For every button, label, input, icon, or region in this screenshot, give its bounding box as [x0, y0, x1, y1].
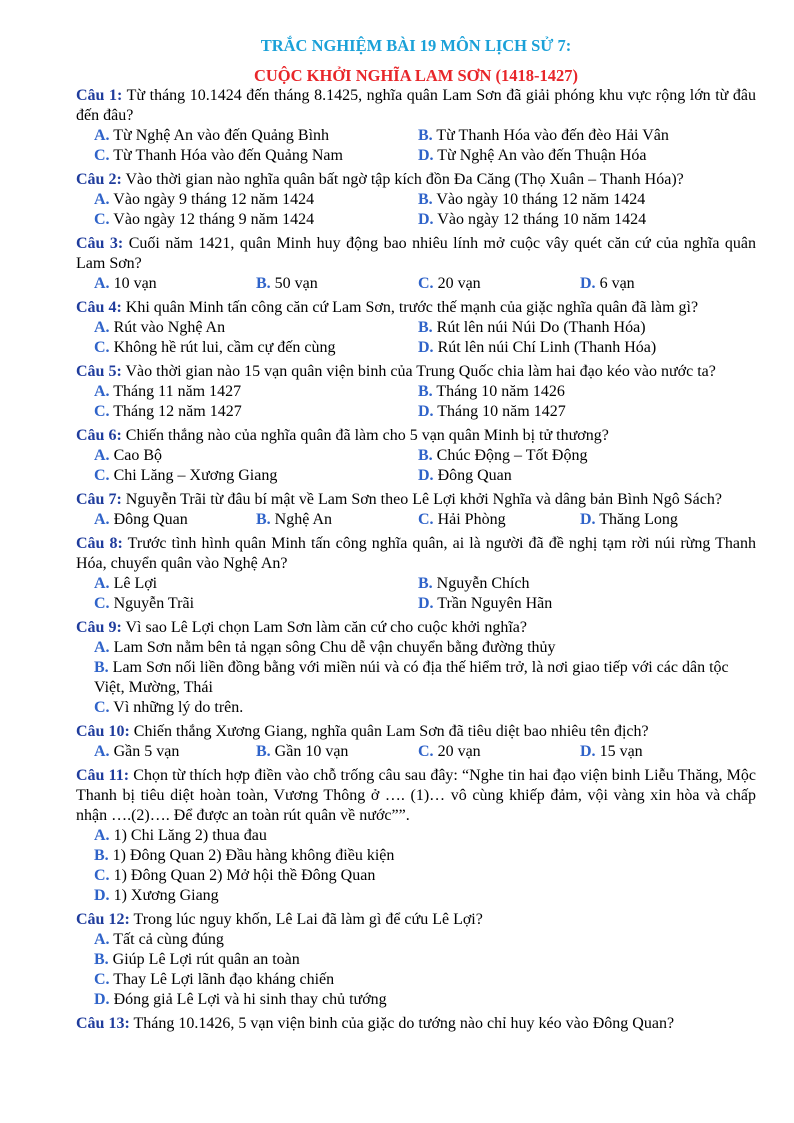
- answer-option: [94, 826, 756, 846]
- question-text: Chiến thắng Xương Giang, nghĩa quân Lam Sơn đã tiêu diệt bao nhiêu tên địch?: [133, 723, 649, 740]
- option-letter: D.: [418, 467, 434, 484]
- question-label: Câu 2:: [76, 171, 122, 188]
- option-text: Lam Sơn nối liền đồng bằng với miền núi và có địa thế hiểm trở, là nơi giao tiếp với các dân tộc Việt, Mường, Thái: [94, 659, 729, 696]
- answer-option: [94, 318, 418, 338]
- answer-option: [94, 574, 418, 594]
- answer-option: [94, 990, 756, 1010]
- option-text: Đóng giả Lê Lợi và hi sinh thay chủ tướng: [113, 991, 387, 1008]
- option-text: Vì những lý do trên.: [113, 699, 244, 716]
- option-text: 1) Đông Quan 2) Đầu hàng không điều kiện: [112, 847, 395, 864]
- option-letter: B.: [256, 275, 271, 292]
- question-label: Câu 3:: [76, 235, 124, 252]
- answer-option: [94, 638, 756, 658]
- option-letter: A.: [94, 275, 110, 292]
- answer-option: [418, 318, 742, 338]
- option-letter: A.: [94, 743, 110, 760]
- option-text: Chúc Động – Tốt Động: [436, 447, 588, 464]
- option-letter: C.: [94, 147, 110, 164]
- option-text: Đông Quan: [113, 511, 188, 528]
- question-9: [76, 618, 756, 722]
- answer-option: [580, 742, 742, 762]
- question-stem: [76, 534, 756, 574]
- answer-option: [94, 658, 756, 698]
- answer-options: [76, 826, 756, 906]
- question-6: [76, 426, 756, 490]
- option-letter: B.: [94, 847, 109, 864]
- question-text: Trước tình hình quân Minh tấn công nghĩa quân, ai là người đã đề nghị tạm rời núi rừng Thanh Hóa, chuyển quân vào Nghệ An?: [76, 535, 756, 572]
- option-text: Tất cả cùng đúng: [113, 931, 224, 948]
- answer-option: [418, 742, 580, 762]
- question-label: Câu 11:: [76, 767, 130, 784]
- question-3: [76, 234, 756, 298]
- option-text: Nghệ An: [274, 511, 332, 528]
- answer-option: [418, 446, 742, 466]
- option-letter: D.: [418, 339, 434, 356]
- option-letter: D.: [580, 511, 596, 528]
- option-text: Gần 10 vạn: [274, 743, 349, 760]
- option-text: Thăng Long: [599, 511, 678, 528]
- question-text: Vào thời gian nào nghĩa quân bất ngờ tập kích đồn Đa Căng (Thọ Xuân – Thanh Hóa)?: [125, 171, 684, 188]
- answer-option: [418, 126, 742, 146]
- question-11: [76, 766, 756, 910]
- option-letter: A.: [94, 447, 110, 464]
- option-letter: A.: [94, 319, 110, 336]
- option-letter: C.: [418, 275, 434, 292]
- option-text: Nguyễn Trãi: [113, 595, 195, 612]
- answer-option: [256, 510, 418, 530]
- question-stem: [76, 722, 756, 742]
- answer-option: [418, 510, 580, 530]
- option-letter: B.: [418, 383, 433, 400]
- option-text: Tháng 10 năm 1427: [437, 403, 566, 420]
- option-text: Vào ngày 12 tháng 10 năm 1424: [437, 211, 647, 228]
- option-letter: D.: [418, 403, 434, 420]
- option-text: Vào ngày 12 tháng 9 năm 1424: [113, 211, 315, 228]
- answer-option: [94, 210, 418, 230]
- question-1: [76, 86, 756, 170]
- option-letter: B.: [256, 511, 271, 528]
- question-stem: [76, 234, 756, 274]
- option-text: 6 vạn: [599, 275, 635, 292]
- question-label: Câu 4:: [76, 299, 122, 316]
- answer-option: [94, 126, 418, 146]
- answer-option: [256, 274, 418, 294]
- question-text: Chiến thắng nào của nghĩa quân đã làm cho 5 vạn quân Minh bị tử thương?: [125, 427, 609, 444]
- answer-option: [418, 594, 742, 614]
- option-letter: D.: [94, 991, 110, 1008]
- answer-option: [94, 466, 418, 486]
- option-letter: D.: [418, 147, 434, 164]
- option-text: Vào ngày 9 tháng 12 năm 1424: [113, 191, 315, 208]
- option-letter: C.: [94, 403, 110, 420]
- question-stem: [76, 490, 756, 510]
- answer-option: [418, 274, 580, 294]
- option-text: 20 vạn: [437, 275, 481, 292]
- question-text: Khi quân Minh tấn công căn cứ Lam Sơn, trước thế mạnh của giặc nghĩa quân đã làm gì?: [125, 299, 699, 316]
- option-letter: C.: [94, 867, 110, 884]
- option-text: Từ Thanh Hóa vào đến đèo Hải Vân: [436, 127, 669, 144]
- option-letter: D.: [580, 743, 596, 760]
- answer-option: [94, 146, 418, 166]
- document-page: [76, 36, 756, 1038]
- question-stem: [76, 170, 756, 190]
- option-letter: B.: [418, 191, 433, 208]
- answer-option: [94, 274, 256, 294]
- answer-options: [76, 638, 756, 718]
- question-label: Câu 13:: [76, 1015, 130, 1032]
- question-stem: [76, 362, 756, 382]
- option-text: Rút lên núi Chí Linh (Thanh Hóa): [437, 339, 657, 356]
- question-12: [76, 910, 756, 1014]
- option-letter: B.: [418, 319, 433, 336]
- answer-option: [94, 510, 256, 530]
- question-label: Câu 12:: [76, 911, 130, 928]
- option-letter: C.: [418, 743, 434, 760]
- option-text: 1) Xương Giang: [113, 887, 219, 904]
- answer-options: [76, 126, 756, 166]
- question-text: Từ tháng 10.1424 đến tháng 8.1425, nghĩa quân Lam Sơn đã giải phóng khu vực rộng lớn từ đâu đến đâu?: [76, 87, 756, 124]
- question-text: Chọn từ thích hợp điền vào chỗ trống câu sau đây: “Nghe tin hai đạo viện binh Liễu Thăng, Mộc Thanh bị tiêu diệt hoàn toàn, Vương Thông ở …. (1)… vô cùng khiếp đảm, vội vàng xin hòa và chấp nhận ….(2)…. Để được an toàn rút quân về nước””.: [76, 767, 756, 824]
- answer-option: [94, 950, 756, 970]
- answer-option: [418, 574, 742, 594]
- answer-options: [76, 574, 756, 614]
- answer-options: [76, 510, 756, 530]
- question-label: Câu 10:: [76, 723, 130, 740]
- answer-option: [94, 594, 418, 614]
- option-letter: A.: [94, 575, 110, 592]
- question-label: Câu 5:: [76, 363, 122, 380]
- option-text: Đông Quan: [437, 467, 512, 484]
- option-text: Thay Lê Lợi lãnh đạo kháng chiến: [113, 971, 335, 988]
- option-letter: C.: [94, 211, 110, 228]
- option-letter: A.: [94, 191, 110, 208]
- option-letter: B.: [94, 659, 109, 676]
- answer-option: [94, 402, 418, 422]
- question-stem: [76, 86, 756, 126]
- option-letter: C.: [94, 971, 110, 988]
- option-text: Không hề rút lui, cầm cự đến cùng: [113, 339, 336, 356]
- answer-option: [94, 846, 756, 866]
- option-text: Nguyễn Chích: [436, 575, 530, 592]
- option-text: Rút lên núi Núi Do (Thanh Hóa): [436, 319, 646, 336]
- answer-option: [418, 190, 742, 210]
- option-text: 1) Đông Quan 2) Mở hội thề Đông Quan: [113, 867, 376, 884]
- answer-options: [76, 742, 756, 762]
- option-letter: C.: [94, 339, 110, 356]
- option-text: Từ Thanh Hóa vào đến Quảng Nam: [113, 147, 343, 164]
- answer-option: [418, 338, 742, 358]
- question-4: [76, 298, 756, 362]
- answer-option: [94, 742, 256, 762]
- question-10: [76, 722, 756, 766]
- option-text: Từ Nghệ An vào đến Quảng Bình: [113, 127, 330, 144]
- answer-option: [418, 402, 742, 422]
- answer-option: [580, 510, 742, 530]
- answer-options: [76, 446, 756, 486]
- option-letter: B.: [256, 743, 271, 760]
- option-letter: A.: [94, 511, 110, 528]
- answer-option: [256, 742, 418, 762]
- option-text: Tháng 12 năm 1427: [113, 403, 242, 420]
- answer-options: [76, 274, 756, 294]
- option-text: 1) Chi Lăng 2) thua đau: [113, 827, 267, 844]
- question-label: Câu 6:: [76, 427, 122, 444]
- option-text: Tháng 10 năm 1426: [436, 383, 565, 400]
- option-text: Rút vào Nghệ An: [113, 319, 226, 336]
- answer-options: [76, 190, 756, 230]
- answer-option: [418, 146, 742, 166]
- answer-option: [94, 970, 756, 990]
- option-letter: A.: [94, 931, 110, 948]
- option-letter: C.: [418, 511, 434, 528]
- question-stem: [76, 1014, 756, 1034]
- option-letter: D.: [418, 595, 434, 612]
- answer-option: [418, 382, 742, 402]
- answer-option: [94, 930, 756, 950]
- title-line-1: TRẮC NGHIỆM BÀI 19 MÔN LỊCH SỬ 7:: [260, 36, 572, 55]
- answer-options: [76, 382, 756, 422]
- question-text: Cuối năm 1421, quân Minh huy động bao nhiêu lính mở cuộc vây quét căn cứ của nghĩa quân Lam Sơn?: [76, 235, 757, 272]
- option-text: Trần Nguyên Hãn: [437, 595, 553, 612]
- question-text: Nguyễn Trãi từ đâu bí mật về Lam Sơn theo Lê Lợi khởi Nghĩa và dâng bản Bình Ngô Sách?: [125, 491, 722, 508]
- question-13: [76, 1014, 756, 1038]
- option-letter: A.: [94, 827, 110, 844]
- option-text: Lam Sơn nằm bên tả ngạn sông Chu dễ vận chuyển bằng đường thủy: [113, 639, 556, 656]
- question-8: [76, 534, 756, 618]
- option-text: Cao Bộ: [113, 447, 163, 464]
- answer-option: [418, 210, 742, 230]
- question-spacer: [76, 1034, 756, 1038]
- option-letter: D.: [418, 211, 434, 228]
- option-text: Hải Phòng: [437, 511, 506, 528]
- option-letter: A.: [94, 639, 110, 656]
- question-text: Trong lúc nguy khốn, Lê Lai đã làm gì để cứu Lê Lợi?: [133, 911, 483, 928]
- answer-option: [94, 190, 418, 210]
- question-label: Câu 7:: [76, 491, 122, 508]
- option-letter: D.: [580, 275, 596, 292]
- option-letter: B.: [418, 447, 433, 464]
- question-2: [76, 170, 756, 234]
- option-text: 15 vạn: [599, 743, 643, 760]
- answer-options: [76, 930, 756, 1010]
- question-text: Vì sao Lê Lợi chọn Lam Sơn làm căn cứ cho cuộc khởi nghĩa?: [125, 619, 527, 636]
- option-letter: A.: [94, 383, 110, 400]
- option-letter: C.: [94, 595, 110, 612]
- option-text: 20 vạn: [437, 743, 481, 760]
- option-text: Vào ngày 10 tháng 12 năm 1424: [436, 191, 646, 208]
- answer-option: [94, 866, 756, 886]
- option-letter: A.: [94, 127, 110, 144]
- question-label: Câu 9:: [76, 619, 122, 636]
- answer-option: [580, 274, 742, 294]
- answer-option: [94, 338, 418, 358]
- question-text: Vào thời gian nào 15 vạn quân viện binh của Trung Quốc chia làm hai đạo kéo vào nước ta?: [125, 363, 716, 380]
- option-text: Giúp Lê Lợi rút quân an toàn: [112, 951, 300, 968]
- question-5: [76, 362, 756, 426]
- answer-option: [94, 886, 756, 906]
- option-letter: B.: [418, 575, 433, 592]
- option-text: 50 vạn: [274, 275, 318, 292]
- option-letter: D.: [94, 887, 110, 904]
- answer-option: [94, 698, 756, 718]
- question-stem: [76, 298, 756, 318]
- question-stem: [76, 766, 756, 826]
- answer-option: [94, 382, 418, 402]
- question-stem: [76, 618, 756, 638]
- question-stem: [76, 910, 756, 930]
- question-stem: [76, 426, 756, 446]
- option-text: Tháng 11 năm 1427: [113, 383, 242, 400]
- question-label: Câu 8:: [76, 535, 123, 552]
- question-text: Tháng 10.1426, 5 vạn viện binh của giặc do tướng nào chỉ huy kéo vào Đông Quan?: [133, 1015, 675, 1032]
- answer-options: [76, 318, 756, 358]
- option-text: 10 vạn: [113, 275, 157, 292]
- option-text: Gần 5 vạn: [113, 743, 180, 760]
- answer-option: [94, 446, 418, 466]
- answer-option: [418, 466, 742, 486]
- option-letter: C.: [94, 467, 110, 484]
- option-letter: B.: [94, 951, 109, 968]
- title-line-2: CUỘC KHỞI NGHĨA LAM SƠN (1418-1427): [253, 66, 579, 85]
- option-letter: B.: [418, 127, 433, 144]
- question-7: [76, 490, 756, 534]
- question-label: Câu 1:: [76, 87, 123, 104]
- question-list: [76, 86, 756, 1038]
- option-text: Chi Lăng – Xương Giang: [113, 467, 278, 484]
- option-text: Lê Lợi: [113, 575, 158, 592]
- option-letter: C.: [94, 699, 110, 716]
- option-text: Từ Nghệ An vào đến Thuận Hóa: [437, 147, 647, 164]
